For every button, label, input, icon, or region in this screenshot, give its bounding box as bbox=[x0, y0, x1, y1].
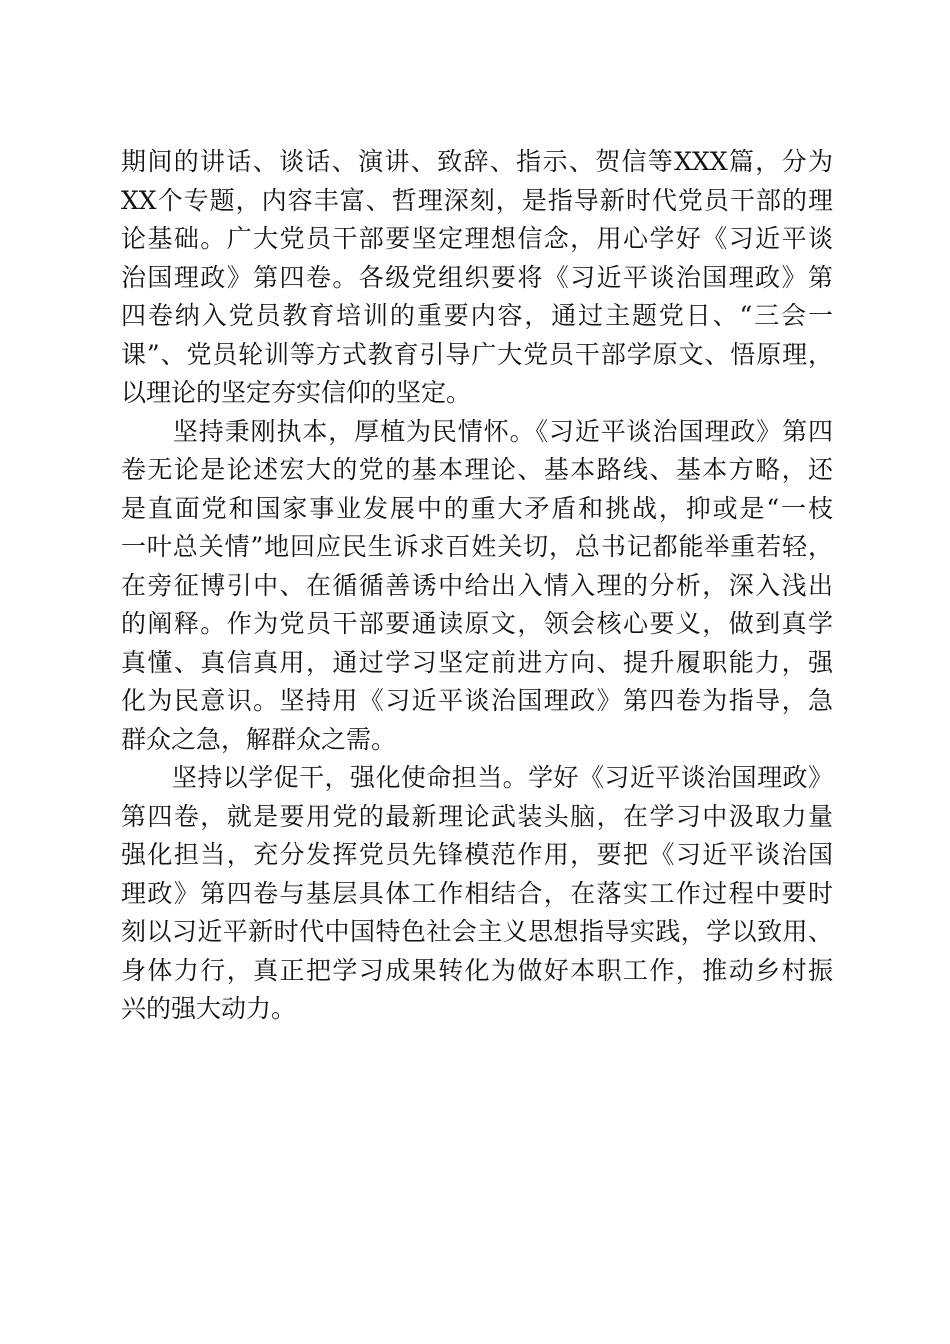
text-line: 卷无论是论述宏大的党的基本理论、基本路线、基本方略，还 bbox=[121, 455, 833, 484]
text-line: 化为民意识。坚持用《习近平谈治国理政》第四卷为指导，急 bbox=[121, 686, 833, 715]
text-line: 课”、党员轮训等方式教育引导广大党员干部学原文、悟原理， bbox=[121, 339, 833, 369]
text-line: 坚持以学促干，强化使命担当。学好《习近平谈治国理政》 bbox=[121, 763, 833, 792]
text-line: 期间的讲话、谈话、演讲、致辞、指示、贺信等XXX篇，分为 bbox=[121, 147, 833, 176]
text-line: 兴的强大动力。 bbox=[121, 994, 297, 1023]
text-line: 强化担当，充分发挥党员先锋模范作用，要把《习近平谈治国 bbox=[121, 840, 833, 869]
text-line: 在旁征博引中、在循循善诱中给出入情入理的分析，深入浅出 bbox=[121, 570, 833, 600]
text-line: 真懂、真信真用，通过学习坚定前进方向、提升履职能力，强 bbox=[121, 647, 833, 677]
text-line: 身体力行，真正把学习成果转化为做好本职工作，推动乡村振 bbox=[121, 955, 833, 985]
text-line: 第四卷，就是要用党的最新理论武装头脑，在学习中汲取力量 bbox=[121, 801, 833, 831]
text-line: 群众之急，解群众之需。 bbox=[121, 724, 397, 754]
text-line: 一叶总关情”地回应民生诉求百姓关切，总书记都能举重若轻， bbox=[121, 532, 833, 561]
text-line: 以理论的坚定夯实信仰的坚定。 bbox=[121, 378, 472, 407]
text-line: 四卷纳入党员教育培训的重要内容，通过主题党日、“三会一 bbox=[121, 301, 833, 330]
text-line: 刻以习近平新时代中国特色社会主义思想指导实践，学以致用、 bbox=[121, 917, 833, 946]
text-line: 理政》第四卷与基层具体工作相结合，在落实工作过程中要时 bbox=[121, 878, 833, 908]
text-line: 论基础。广大党员干部要坚定理想信念，用心学好《习近平谈 bbox=[121, 224, 833, 253]
text-line: 坚持秉刚执本，厚植为民情怀。《习近平谈治国理政》第四 bbox=[121, 416, 833, 446]
text-line: XX个专题，内容丰富、哲理深刻，是指导新时代党员干部的理 bbox=[121, 185, 833, 215]
text-line: 是直面党和国家事业发展中的重大矛盾和挑战，抑或是“一枝 bbox=[121, 493, 833, 523]
body-text bbox=[121, 143, 833, 1029]
text-line: 的阐释。作为党员干部要通读原文，领会核心要义，做到真学 bbox=[121, 609, 833, 638]
text-line: 治国理政》第四卷。各级党组织要将《习近平谈治国理政》第 bbox=[121, 262, 833, 292]
